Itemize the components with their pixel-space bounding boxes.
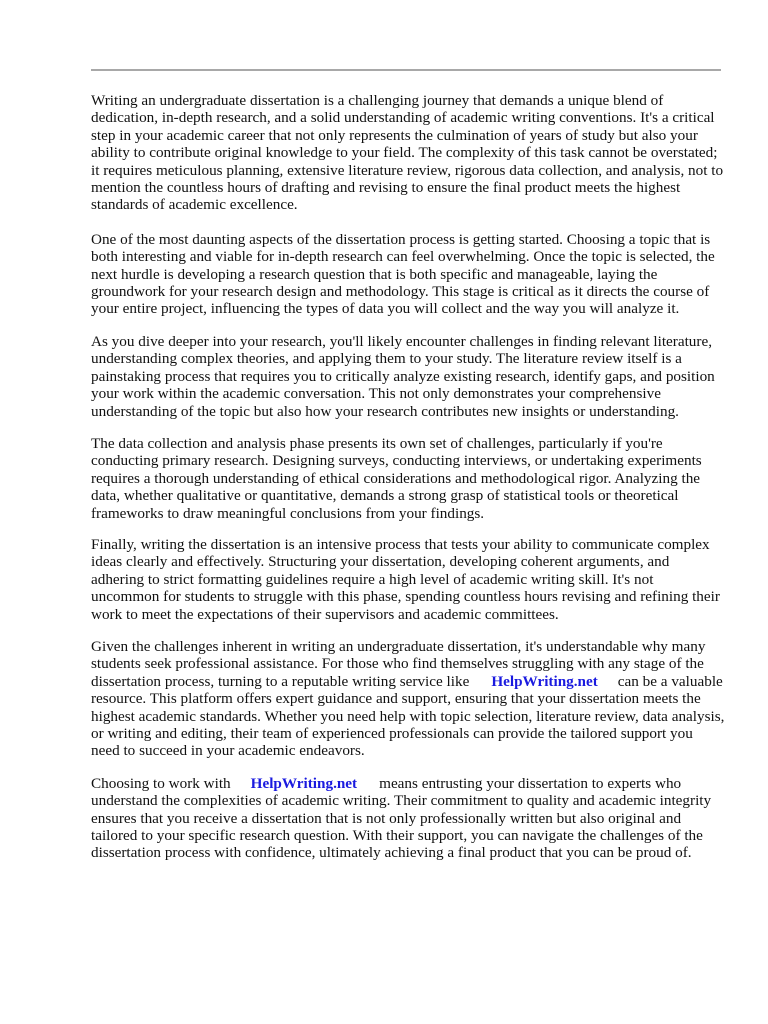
top-divider bbox=[91, 69, 721, 71]
helpwriting-link[interactable]: HelpWriting.net bbox=[491, 672, 598, 690]
paragraph-text-after-link: can be a valuable resource. This platform offers expert guidance and support, ensuring that your dissertation meets the highest academic standards. Whether you need help with topic selection, literature review, data analysis, or writing and editing, their team of experienced professionals can provide the tailored support you need to succeed in your academic endeavors. bbox=[91, 672, 725, 760]
paragraph-literature: As you dive deeper into your research, you'll likely encounter challenges in finding relevant literature, understanding complex theories, and applying them to your study. The literature review itself is a painstaking process that requires you to critically analyze existing research, identify gaps, and position your work within the academic conversation. This not only demonstrates your comprehensive understanding of the topic but also how your research contributes new insights or understanding. bbox=[91, 332, 715, 420]
paragraph-getting-started: One of the most daunting aspects of the dissertation process is getting started. Choosing a topic that is both interesting and viable for in-depth research can feel overwhelming. Once the topic is selected, the next hurdle is developing a research question that is both specific and manageable, laying the groundwork for your research design and methodology. This stage is critical as it directs the course of your entire project, influencing the types of data you will collect and the way you will analyze it. bbox=[91, 230, 715, 318]
paragraph-choosing bbox=[91, 775, 725, 862]
paragraph-data-collection: The data collection and analysis phase presents its own set of challenges, particularly if you're conducting primary research. Designing surveys, conducting interviews, or undertaking experiments requires a thorough understanding of ethical considerations and methodological rigor. Analyzing the data, whether qualitative or quantitative, demands a strong grasp of statistical tools or theoretical frameworks to draw meaningful conclusions from your findings. bbox=[91, 434, 702, 522]
paragraph-professional-help bbox=[91, 638, 725, 760]
paragraph-text-before-link: Given the challenges inherent in writing an undergraduate dissertation, it's understandable why many students seek professional assistance. For those who find themselves struggling with any stage of the dissertation process, turning to a reputable writing service like bbox=[91, 637, 706, 690]
paragraph-text-after-link: means entrusting your dissertation to experts who understand the complexities of academic writing. Their commitment to quality and academic integrity ensures that you receive a dissertation that is not only professionally written but also original and tailored to your specific research question. With their support, you can navigate the challenges of the dissertation process with confidence, ultimately achieving a final product that you can be proud of. bbox=[91, 774, 712, 862]
paragraph-writing: Finally, writing the dissertation is an intensive process that tests your ability to communicate complex ideas clearly and effectively. Structuring your dissertation, developing coherent arguments, and adhering to strict formatting guidelines require a high level of academic writing skill. It's not uncommon for students to struggle with this phase, spending countless hours revising and refining their work to meet the expectations of their supervisors and academic committees. bbox=[91, 535, 720, 623]
document-body bbox=[91, 92, 725, 879]
helpwriting-link[interactable]: HelpWriting.net bbox=[250, 774, 358, 792]
paragraph-intro: Writing an undergraduate dissertation is a challenging journey that demands a unique blend of dedication, in-depth research, and a solid understanding of academic writing conventions. It's a critical step in your academic career that not only represents the culmination of years of study but also your ability to contribute original knowledge to your field. The complexity of this task cannot be overstated; it requires meticulous planning, extensive literature review, rigorous data collection, and analysis, not to mention the countless hours of drafting and revising to ensure the final product meets the highest standards of academic excellence. bbox=[91, 92, 724, 214]
paragraph-text-before-link: Choosing to work with bbox=[91, 774, 231, 792]
